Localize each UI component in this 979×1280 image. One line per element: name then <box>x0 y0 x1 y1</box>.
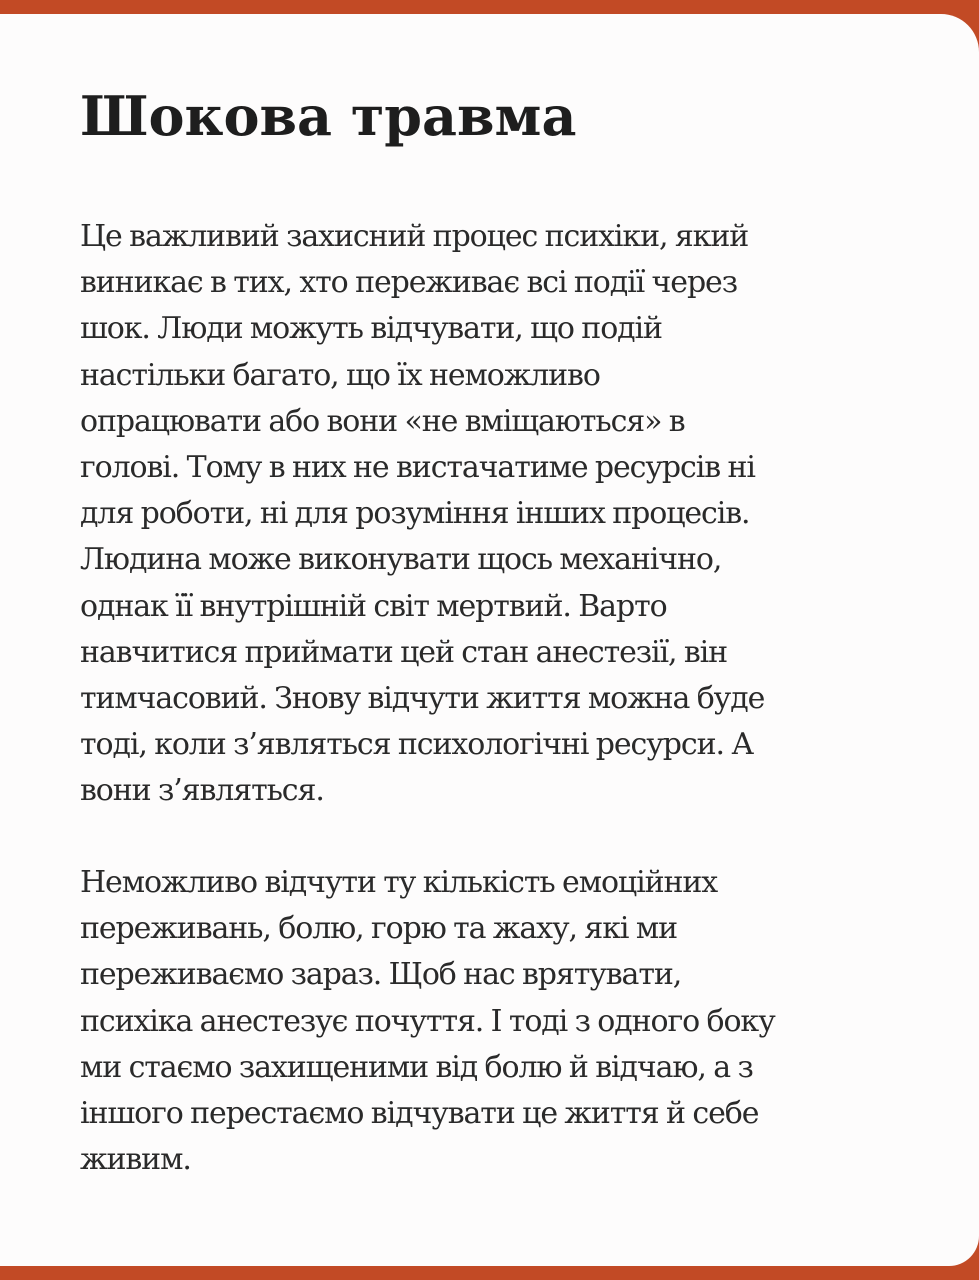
text-line: психіка анестезує почуття. І тоді з одного боку <box>80 1003 775 1039</box>
page-title: Шокова травма <box>80 84 577 148</box>
text-line: Людина може виконувати щось механічно, <box>80 542 722 578</box>
text-line: живим. <box>80 1142 191 1178</box>
text-line: голові. Тому в них не вистачатиме ресурсів ні <box>80 450 755 486</box>
paragraph-2 <box>80 860 910 1183</box>
text-line: іншого перестаємо відчувати це життя й себе <box>80 1096 759 1132</box>
text-line: виникає в тих, хто переживає всі події через <box>80 265 737 301</box>
text-line: настільки багато, що їх неможливо <box>80 357 600 393</box>
text-line: опрацювати або вони «не вміщаються» в <box>80 403 685 439</box>
text-line: ми стаємо захищеними від болю й відчаю, а з <box>80 1049 753 1085</box>
content-card <box>0 14 979 1266</box>
text-line: Це важливий захисний процес психіки, який <box>80 219 749 254</box>
paragraph-1 <box>80 214 910 815</box>
text-line: переживаємо зараз. Щоб нас врятувати, <box>80 957 682 993</box>
text-line: вони з’являться. <box>80 773 324 809</box>
text-line: шок. Люди можуть відчувати, що подій <box>80 311 662 347</box>
text-line: Неможливо відчути ту кількість емоційних <box>80 865 718 900</box>
text-line: переживань, болю, горю та жаху, які ми <box>80 911 677 947</box>
text-line: для роботи, ні для розуміння інших процесів. <box>80 496 750 532</box>
text-line: тимчасовий. Знову відчути життя можна буде <box>80 681 765 717</box>
text-line: навчитися приймати цей стан анестезії, він <box>80 634 728 670</box>
text-line: тоді, коли з’являться психологічні ресурси. А <box>80 727 753 763</box>
text-line: однак її внутрішній світ мертвий. Варто <box>80 588 667 624</box>
bottom-accent-strip <box>0 1264 979 1280</box>
